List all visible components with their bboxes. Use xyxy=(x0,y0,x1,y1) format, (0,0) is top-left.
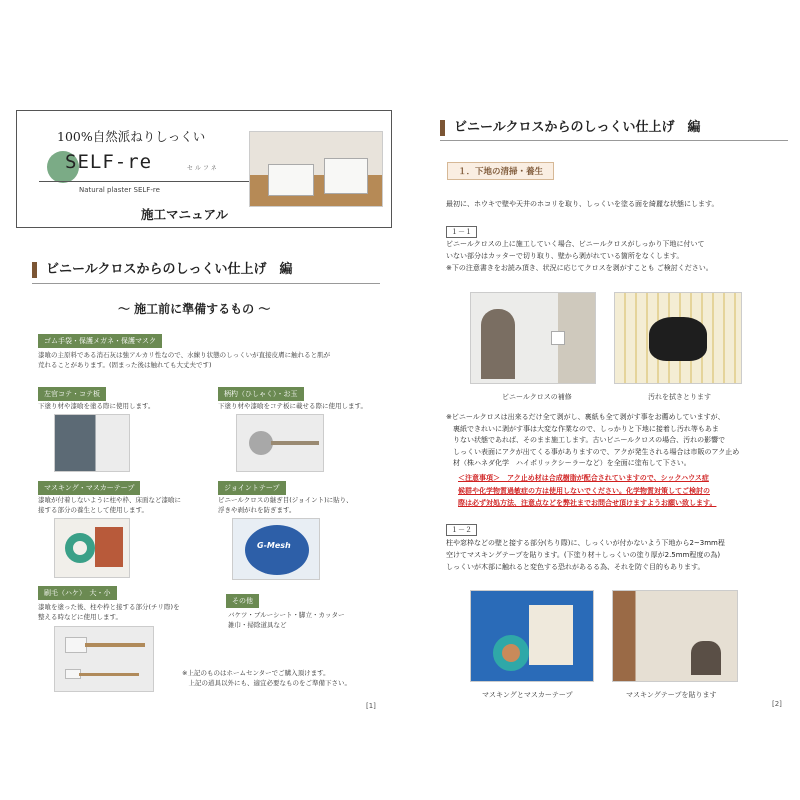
masker-roll xyxy=(529,605,573,665)
section-title: ビニールクロスからのしっくい仕上げ 編 xyxy=(32,262,292,278)
page-2 xyxy=(400,0,800,800)
mesh-tape-roll xyxy=(245,525,309,575)
item-label-joint-tape: ジョイントテープ xyxy=(218,481,286,495)
brush-head-large xyxy=(65,637,87,653)
masking-tape-photo xyxy=(54,518,130,578)
cover-english-name: Natural plaster SELF-re xyxy=(79,186,160,194)
item-label-brush: 刷毛（ハケ） 大・小 xyxy=(38,586,117,600)
item-text-protective-gear: 漆喰の主原料である消石灰は強アルカリ性なので、水練り状態のしっくいが直接皮膚に触れると肌が 荒れることがあります。(固まった後は触れても大丈夫です) xyxy=(38,351,331,369)
item-label-protective-gear: ゴム手袋・保護メガネ・保護マスク xyxy=(38,334,162,348)
photo-caption-repair: ビニールクロスの補修 xyxy=(502,393,572,401)
section-rule xyxy=(32,283,380,284)
cover-tagline: 100%自然派ねりしっくい xyxy=(57,129,206,144)
joint-tape-photo xyxy=(232,518,320,580)
cover-logo-kana: セ ル フ ネ xyxy=(187,165,217,172)
cover-logo: SELF-re xyxy=(65,151,153,173)
prep-title: ～ 施工前に準備するもの ～ xyxy=(118,302,271,316)
subsection-title: １．下地の清掃・養生 xyxy=(447,162,554,180)
item-label-ladle: 柄杓（ひしゃく）・お玉 xyxy=(218,387,304,401)
cover-box xyxy=(16,110,392,228)
masking-materials-photo xyxy=(470,590,594,682)
step-1-2-number: １－２ xyxy=(446,524,477,536)
product-boxes-photo xyxy=(249,131,383,207)
caution-note: ※ビニールクロスは出来るだけ全て剥がし、裏紙も全て剥がす事をお薦めしていますが、 裏紙できれいに剥がす事は大変な作業なので、しっかりと下地に接着し汚れ等もあま りない状態であれば、そのまま施工します。古いビニールクロスの場合、汚れの影響で しっくい表面にアクが出てくる事がありますので、アクが発生される場合は市販のアク止め 材（株ハネダ化学 ハイポリックシーラーなど）を全面に塗布して下さい。 xyxy=(446,413,740,467)
worker-figure xyxy=(481,309,515,379)
section-rule xyxy=(440,140,788,141)
item-text-trowel: 下塗り材や漆喰を塗る際に使用します。 xyxy=(38,402,155,410)
photo-caption-materials: マスキングとマスカーテープ xyxy=(482,691,573,699)
mesh-tape-label: G-Mesh xyxy=(257,541,291,550)
cover-manual-title: 施工マニュアル xyxy=(141,207,229,222)
worker-figure xyxy=(691,641,721,675)
ladle-photo xyxy=(236,414,324,472)
gloved-hand xyxy=(649,317,707,361)
photo-caption-apply: マスキングテープを貼ります xyxy=(626,691,717,699)
tape-roll xyxy=(65,533,95,563)
intro-text: 最初に、ホウキで壁や天井のホコリを取り、しっくいを塗る面を綺麗な状態にします。 xyxy=(446,200,719,208)
section-title: ビニールクロスからのしっくい仕上げ 編 xyxy=(440,120,700,136)
warning-note: ＜注意事項＞ アク止め材は合成樹脂が配合されていますので、シックハウス症 候群や化学物質過敏症の方は使用しないでください。化学物質対策してご検討の 際は必ず対処方法、注意点などを弊社までお問合せ頂けますようお願い致します。 xyxy=(458,474,717,507)
item-text-joint-tape: ビニールクロスの継ぎ目(ジョイント)に貼り、 浮きや剥がれを防ぎます。 xyxy=(218,496,353,514)
item-text-brush: 漆喰を塗った後、柱や枠と接する部分(チリ際)を 整える時などに使用します。 xyxy=(38,603,180,621)
masker-roll xyxy=(95,527,123,567)
wipe-stain-photo xyxy=(614,292,742,384)
page-number: [2] xyxy=(772,700,782,708)
item-text-masking-tape: 漆喰が付着しないように柱や枠、床面など漆喰に 接する部分の養生として使用します。 xyxy=(38,496,181,514)
brush-handle-small xyxy=(79,673,139,676)
step-1-2-text: 柱や窓枠などの壁と接する部分(ちり際)に、しっくいが付かないよう下地から2~3mm程 空けてマスキングテープを貼ります。(下塗り材＋しっくいの塗り厚が2.5mm程度の為) しっくいが木部に触れると変色する恐れがあるる為、それを防ぐ目的もあります。 xyxy=(446,539,725,571)
step-1-1-number: １－１ xyxy=(446,226,477,238)
item-label-masking-tape: マスキング・マスカーテープ xyxy=(38,481,140,495)
apply-masking-photo xyxy=(612,590,738,682)
trowel-photo xyxy=(54,414,130,472)
brush-handle-large xyxy=(85,643,145,647)
cloth-repair-photo xyxy=(470,292,596,384)
item-text-ladle: 下塗り材や漆喰をコテ板に載せる際に使用します。 xyxy=(218,402,367,410)
item-label-other: その他 xyxy=(226,594,259,608)
footer-note: ※上記のものはホームセンターでご購入頂けます。 上記の道具以外にも、適宜必要なものをご準備下さい。 xyxy=(182,669,351,687)
item-label-trowel: 左官コテ・コテ板 xyxy=(38,387,106,401)
product-box xyxy=(268,164,314,196)
item-text-other: バケツ・ブルーシート・脚立・カッター 雑巾・掃除道具など xyxy=(228,611,345,629)
product-box xyxy=(324,158,368,194)
ladle-bowl xyxy=(249,431,273,455)
cover-divider xyxy=(39,181,249,182)
photo-caption-wipe: 汚れを拭きとります xyxy=(648,393,711,401)
page-number: [1] xyxy=(366,702,376,710)
ladle-handle xyxy=(271,441,319,445)
brush-photo xyxy=(54,626,154,692)
tape-roll xyxy=(493,635,529,671)
wall-outlet xyxy=(551,331,565,345)
step-1-1-text: ビニールクロスの上に施工していく場合、ビニールクロスがしっかり下地に付いて いない部分はカッターで切り取り、壁から剥がれている箇所をなくします。 ※下の注意書きをお読み頂き、状況に応じてクロスを剥がすことも ご検討ください。 xyxy=(446,240,713,272)
